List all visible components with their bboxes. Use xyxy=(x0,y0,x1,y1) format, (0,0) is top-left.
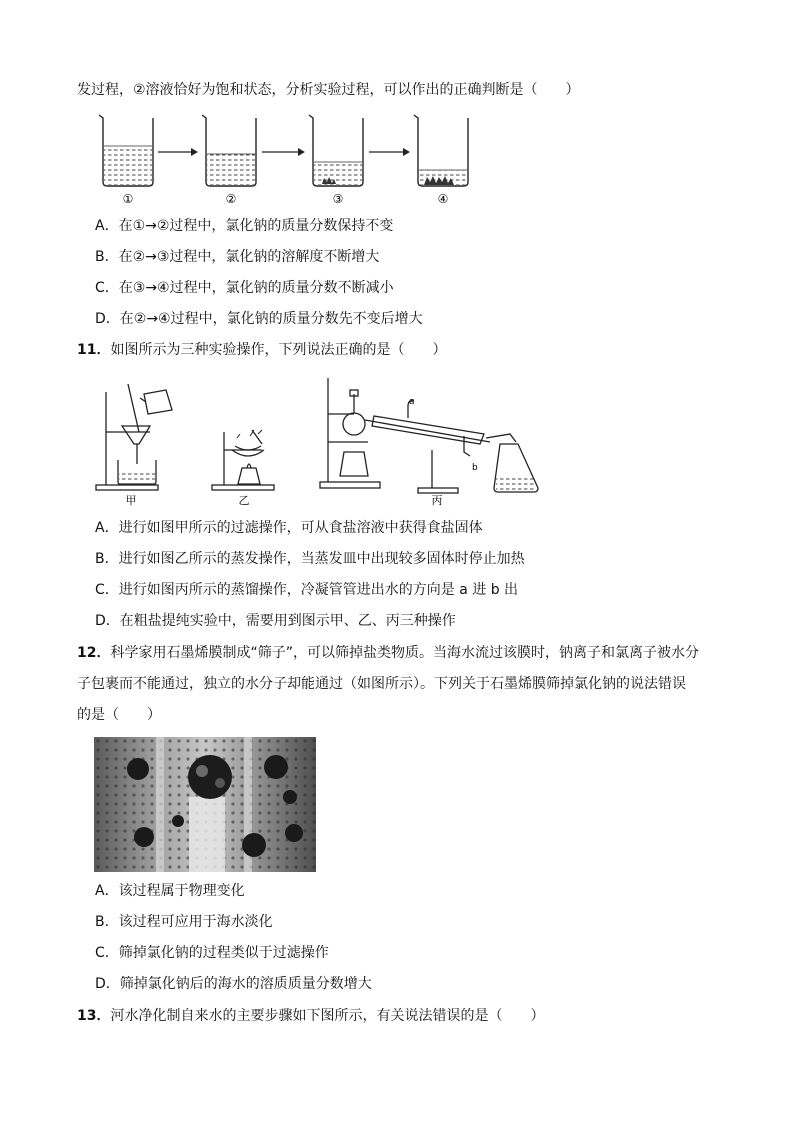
beaker-2 xyxy=(202,115,256,186)
label-a: a xyxy=(409,397,415,407)
beaker-label-1: ① xyxy=(122,192,134,206)
filtration-apparatus xyxy=(96,384,172,490)
beaker-label-2: ② xyxy=(225,192,237,206)
beaker-label-3: ③ xyxy=(332,192,344,206)
graphene-membrane-photo xyxy=(94,737,316,872)
q12-option-a: A．该过程属于物理变化 xyxy=(95,883,245,899)
lab-operations-figure xyxy=(92,372,552,510)
q12-option-c: C．筛掉氯化钠的过程类似于过滤操作 xyxy=(95,945,329,961)
beaker-1 xyxy=(99,115,153,186)
beaker-4 xyxy=(414,115,468,186)
q10-option-d: D．在②→④过程中，氯化钠的质量分数先不变后增大 xyxy=(95,311,423,327)
beaker-label-4: ④ xyxy=(437,192,449,206)
beaker-sequence-figure xyxy=(96,108,486,208)
q10-option-a: A．在①→②过程中，氯化钠的质量分数保持不变 xyxy=(95,218,394,234)
q11-stem xyxy=(77,340,446,360)
arrow-right-icon xyxy=(403,148,410,156)
label-b: b xyxy=(472,463,478,473)
q13-stem xyxy=(77,1006,544,1026)
q12-stem-text1: 科学家用石墨烯膜制成“筛子”，可以筛掉盐类物质。当海水流过该膜时，钠离子和氯离子被水分 xyxy=(110,645,699,661)
arrow-right-icon xyxy=(191,148,198,156)
q11-number: 11． xyxy=(77,342,111,358)
q12-stem-line3: 的是（ ） xyxy=(77,707,161,723)
q10-intro: 发过程，②溶液恰好为饱和状态，分析实验过程，可以作出的正确判断是（ ） xyxy=(77,82,580,98)
label-jia: 甲 xyxy=(125,494,137,507)
q12-stem-line1 xyxy=(77,643,699,663)
label-bing: 丙 xyxy=(431,494,443,507)
q10-option-c: C．在③→④过程中，氯化钠的质量分数不断减小 xyxy=(95,280,394,296)
q13-stem-text: 河水净化制自来水的主要步骤如下图所示，有关说法错误的是（ ） xyxy=(110,1008,545,1024)
label-yi: 乙 xyxy=(238,494,250,507)
q11-stem-text: 如图所示为三种实验操作，下列说法正确的是（ ） xyxy=(110,342,447,358)
q12-number: 12． xyxy=(77,645,111,661)
q11-option-c: C．进行如图丙所示的蒸馏操作，冷凝管管进出水的方向是 a 进 b 出 xyxy=(95,582,519,598)
evaporation-apparatus xyxy=(212,430,274,490)
q11-option-d: D．在粗盐提纯实验中，需要用到图示甲、乙、丙三种操作 xyxy=(95,613,456,629)
q10-option-b: B．在②→③过程中，氯化钠的溶解度不断增大 xyxy=(95,249,380,265)
beaker-3 xyxy=(309,115,363,186)
distillation-apparatus xyxy=(320,378,538,493)
q12-stem-line2: 子包裹而不能通过，独立的水分子却能通过（如图所示）。下列关于石墨烯膜筛掉氯化钠的说法错误 xyxy=(77,676,686,692)
q12-option-b: B．该过程可应用于海水淡化 xyxy=(95,914,273,930)
q12-option-d: D．筛掉氯化钠后的海水的溶质质量分数增大 xyxy=(95,976,372,992)
q13-number: 13． xyxy=(77,1008,111,1024)
arrow-right-icon xyxy=(298,148,305,156)
q11-option-b: B．进行如图乙所示的蒸发操作，当蒸发皿中出现较多固体时停止加热 xyxy=(95,551,525,567)
q11-option-a: A．进行如图甲所示的过滤操作，可从食盐溶液中获得食盐固体 xyxy=(95,520,483,536)
